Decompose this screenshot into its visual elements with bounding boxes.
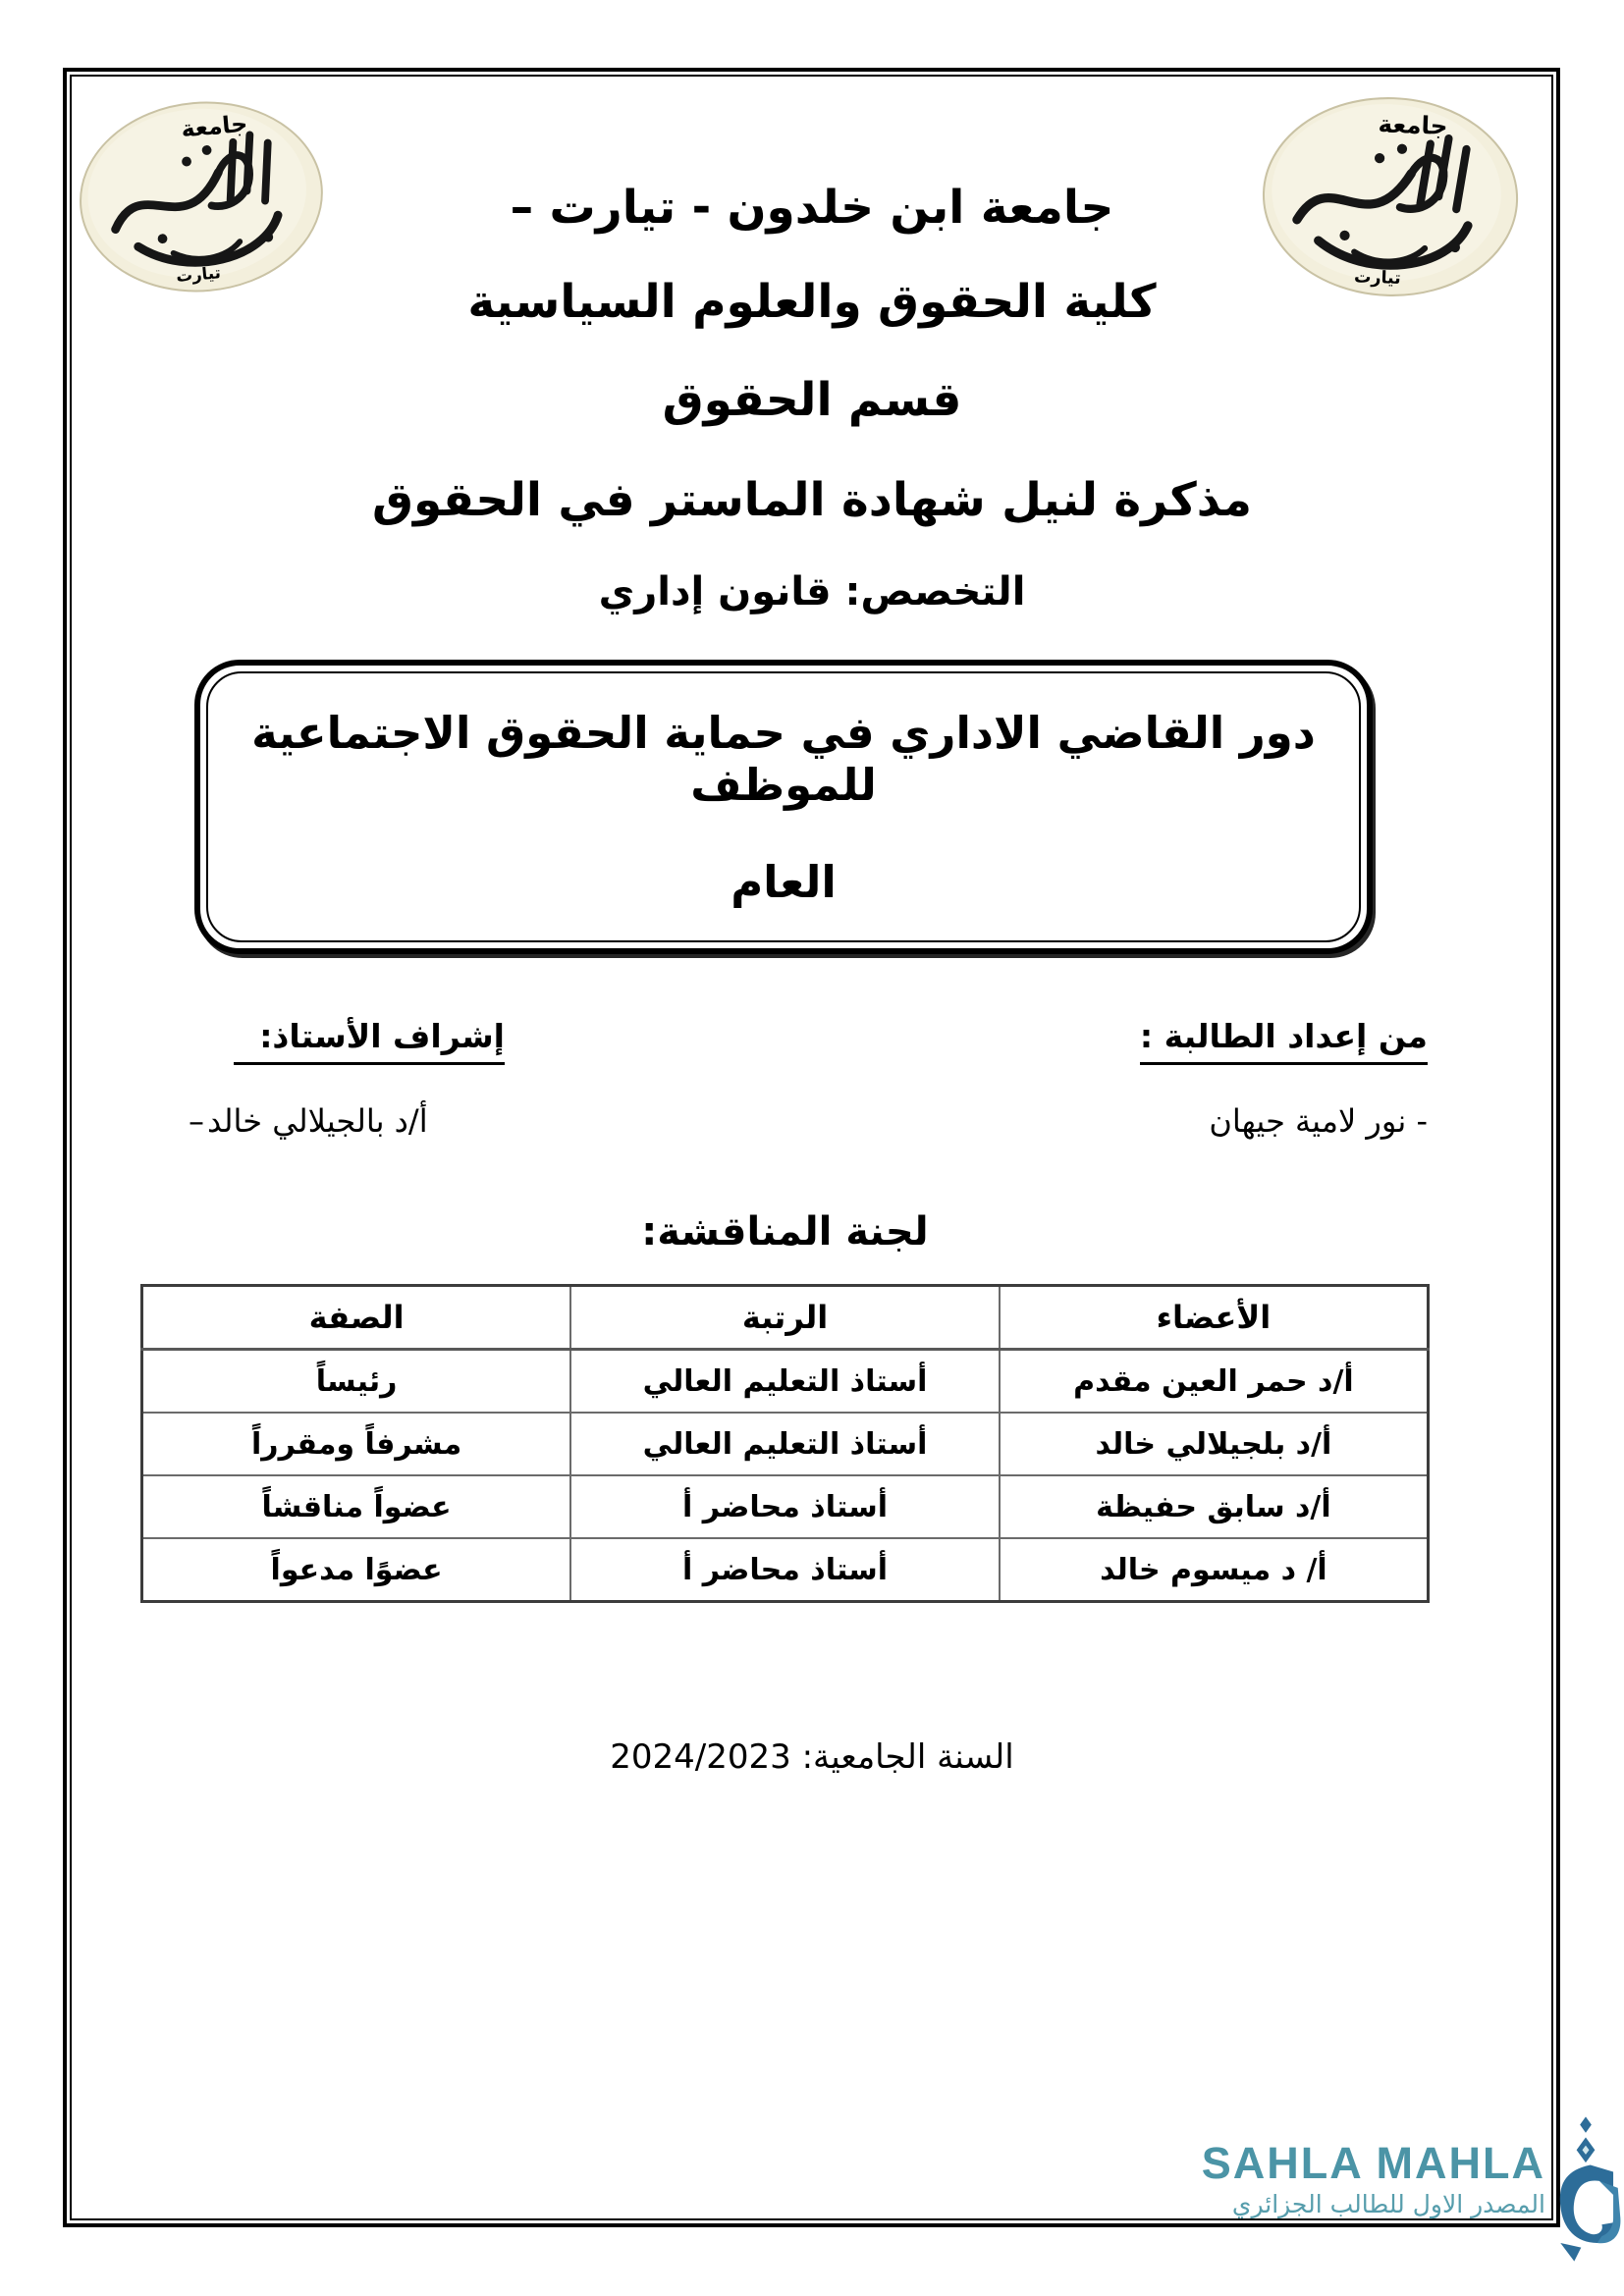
faculty-name-line: كلية الحقوق والعلوم السياسية — [467, 275, 1157, 329]
col-members: الأعضاء — [1000, 1286, 1429, 1350]
supervisor-block — [189, 1017, 505, 1140]
degree-statement-line: مذكرة لنيل شهادة الماستر في الحقوق — [372, 473, 1252, 527]
committee-row — [142, 1475, 1429, 1538]
col-rank: الرتبة — [570, 1286, 1000, 1350]
member-rank: أستاذ التعليم العالي — [570, 1350, 1000, 1414]
university-name-line: جامعة ابن خلدون - تيارت – — [510, 181, 1114, 235]
member-role: عضواً مناقشاً — [142, 1475, 571, 1538]
member-rank: أستاذ التعليم العالي — [570, 1413, 1000, 1475]
academic-year: السنة الجامعية: 2024/2023 — [610, 1737, 1014, 1777]
prepared-by-label: من إعداد الطالبة : — [1140, 1017, 1428, 1065]
committee-table — [140, 1284, 1430, 1603]
department-name-line: قسم الحقوق — [662, 373, 962, 427]
thesis-title-box — [194, 660, 1373, 954]
supervisor-name: أ/د بالجيلالي خالد — [207, 1102, 428, 1140]
supervisor-name-row — [189, 1102, 505, 1140]
member-role: مشرفاً ومقرراً — [142, 1413, 571, 1475]
committee-row — [142, 1350, 1429, 1414]
seal-text-bottom: تيارت — [175, 263, 222, 287]
sahla-mahla-logo-mark — [1549, 2114, 1622, 2264]
footer-brand — [1202, 2114, 1622, 2264]
member-name: أ/ د ميسوم خالد — [1000, 1538, 1429, 1602]
brand-wordmark: SAHLA MAHLA — [1201, 2138, 1545, 2188]
member-name: أ/د حمر العين مقدم — [1000, 1350, 1429, 1414]
member-role: عضوًا مدعواً — [142, 1538, 571, 1602]
supervisor-label: إشراف الأستاذ: — [234, 1017, 505, 1065]
specialty-line: التخصص: قانون إداري — [598, 569, 1026, 614]
seal-text-top: جامعة — [180, 109, 249, 143]
thesis-title-line-1: دور القاضي الاداري في حماية الحقوق الاجتماعية للموظف — [251, 706, 1316, 811]
thesis-title — [206, 671, 1361, 942]
member-role: رئيساً — [142, 1350, 571, 1414]
committee-row — [142, 1538, 1429, 1602]
member-name: أ/د بلجيلالي خالد — [1000, 1413, 1429, 1475]
student-name: - نور لامية جيهان — [1209, 1102, 1428, 1140]
member-rank: أستاذ محاضر أ — [570, 1538, 1000, 1602]
committee-header-row — [142, 1286, 1429, 1350]
committee-heading: لجنة المناقشة: — [641, 1209, 929, 1255]
member-name: أ/د سابق حفيظة — [1000, 1475, 1429, 1538]
supervisor-dash: – — [189, 1102, 204, 1140]
seal-text-top: جامعة — [1378, 109, 1449, 140]
thesis-title-line-2: العام — [731, 855, 837, 908]
footer-brand-text — [1202, 2140, 1545, 2218]
prepared-by-block — [1140, 1017, 1428, 1140]
committee-row — [142, 1413, 1429, 1475]
brand-tagline: المصدر الاول للطالب الجزائري — [1231, 2190, 1545, 2219]
member-rank: أستاذ محاضر أ — [570, 1475, 1000, 1538]
seal-text-bottom: تيارت — [1353, 267, 1402, 290]
col-role: الصفة — [142, 1286, 571, 1350]
